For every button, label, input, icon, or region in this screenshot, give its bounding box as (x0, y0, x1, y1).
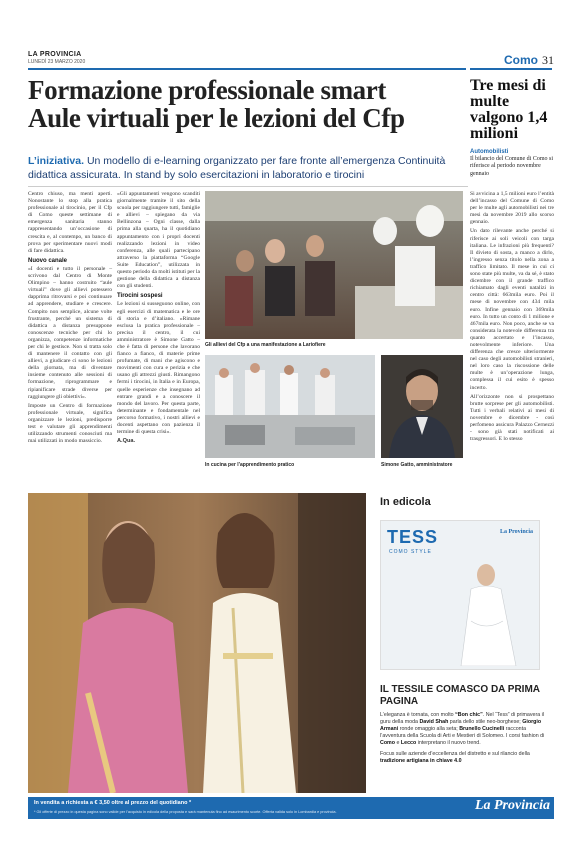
newspaper-name: LA PROVINCIA (28, 51, 82, 58)
lead-kicker: L’iniziativa. (28, 155, 85, 167)
edicola-body (380, 712, 550, 765)
text: tradizione artigiana in chiave 4.0 (380, 758, 462, 764)
text: Brunello Cucinelli (459, 726, 505, 732)
photo-portrait (381, 355, 463, 458)
page-number: 31 (542, 53, 554, 67)
top-rule (28, 68, 466, 70)
issue-date: LUNEDÌ 23 MARZO 2020 (28, 59, 86, 65)
sidebar-kicker: Automobilisti (470, 149, 509, 155)
caption-photo-1: Gli allievi del Cfp a una manifestazione a Lariofiere (205, 342, 326, 348)
text: ronde omaggio alla seta; (398, 726, 460, 732)
photo-fashion-dress (28, 493, 366, 793)
article-headline (28, 76, 468, 132)
text: Como (380, 740, 396, 746)
text: L’eleganza è tornata, con molto (380, 712, 456, 718)
paragraph: Si avvicina a 1,5 milioni euro l’entità dell’incasso del Comune di Como per le multe agli automobilisti nei tre mesi da novembre 2019 allo scorso gennaio. (470, 191, 554, 226)
lead-divider (28, 186, 468, 187)
paragraph (380, 712, 550, 747)
photo-kitchen (205, 355, 375, 458)
paragraph: Imposte un Centro di formazione professionale virtuale, significa organizzare le lezioni, predisporre test e valutare gli apprendimenti utilizzando strumenti conosciuti ma mai utilizzati in modo massiccio. (28, 402, 112, 445)
article-column-1 (28, 191, 112, 447)
paragraph (380, 751, 550, 765)
caption-photo-2: In cucina per l’apprendimento pratico (205, 462, 295, 468)
sidebar-summary (470, 149, 554, 178)
text: Focus sulle aziende d’eccellenza del distretto e sul rilancio della (380, 751, 530, 757)
paragraph: Le lezioni si susseguono online, con egli esercizi di matematica e le ore di storia e d’italiano. «Rimane esclusa la pratica professionale – precisa il centro, il cui amministratore è Simone Gatto – che è fatta di persone che lavorano fianco a fianco, di materie prime profumate, di mani che agiscono e movimenti con cura e perizia e che usano gli attrezzi giusti. Rimangono fermi i tirocini, in Italia e in Europa, quelle esperienze che insegnano ad entrare grandi e a conoscere il mondo del lavoro. Per questa parte, determinante e fondamentale nel percorso formativo, i nostri allievi e docenti aspettano con pazienza il termine di questa crisi». (117, 301, 200, 436)
paragraph: All’orizzonte non si prospettano brutte sorprese per gli automobilisti. Tutti i verbali relativi ai mesi di novembre e dicembre - così perfomeno assicura Palazzo Cernezzi - sono già stati notificati ai trasgressori. E lo stesso (470, 393, 554, 443)
newspaper-logo: La Provincia (474, 798, 550, 813)
magazine-paper: La Provincia (499, 529, 533, 535)
magazine-model-illustration (441, 561, 531, 666)
caption-photo-3: Simone Gatto, amministratore (381, 462, 453, 468)
paragraph: Un dato rilevante anche perché si riferisce ai soli veicoli con targa italiana. Le infrazioni più frequenti? Il divieto di sosta, a manco a dirlo, l’ingresso senza titolo nella zona a traffico limitato. Il mese in cui ci sono state più multe, va da sé, è stato dicembre con il grande traffico richiamato dagli eventi natalizi in centro città: 663mila euro. Poi il mese di novembre con 434 mila euro. Infine gennaio con 369mila euro. In tutto un conto di 1 milione e 467mila euro. Non poco, anche se va considerata la notevole differenza tra quanto accertato e l’incasso, notevolmente inferiore. Una differenza che cresce ulteriormente nel caso degli automobilisti stranieri, nel loro caso la riscossione delle multe è un’operazione lunga, complessa il cui esito è spesso incerto. (470, 228, 554, 391)
masthead (28, 51, 85, 65)
sidebar-headline: Tre mesi di multe valgono 1,4 milioni (470, 77, 548, 142)
text: David Shah (419, 719, 449, 725)
text: . Nel “Tess” di primavera il guru della moda (380, 712, 544, 725)
promo-text: In vendita a richiesta a € 3,50 oltre al prezzo del quotidiano * (34, 800, 192, 806)
top-rule-sidebar (470, 68, 552, 70)
promo-fine-print: * Gli offerte di prezzo in questa pagina sono valide per l’acquisto in edicola della proposta e sarà mantenuta fino ad esaurimento scorte. Offerta valida solo in Lombardia e provincia. (34, 810, 337, 814)
section-header (488, 51, 554, 69)
edicola-label: In edicola (380, 496, 431, 508)
sidebar-column (470, 191, 554, 445)
text: Giorgio Armani (380, 719, 542, 732)
text: racconta l’avventura della Scuola di Arti e Mestieri di Solomeo. I corsi fashion di (380, 726, 545, 739)
paragraph: «Gli appuntamenti vengono scanditi giornalmente tramite il sito della scuola per raggiungere tutti, famiglie e allievi – spiegano da via Bellinzona – Ogni classe, dalla prima alla quarta, ha il quotidiano appuntamento con i propri docenti realizzando lezioni in video conferenza, alle quali partecipano attraverso la piattaforma “Google Suite Education”, utilizzata in questo periodo da molti istituti per la gestione della didattica a distanza con gli studenti. (117, 191, 200, 290)
edicola-title: IL TESSILE COMASCO DA PRIMA PAGINA (380, 684, 540, 707)
magazine-cover (380, 520, 540, 670)
text: interpretano il nuovo trend. (416, 740, 481, 746)
sidebar-subtitle: Il bilancio del Comune di Como si riferisce al periodo novembre gennaio (470, 156, 553, 177)
byline: A.Qua. (117, 438, 136, 445)
headline-line-2: Aule virtuali per le lezioni del Cfp (28, 103, 405, 133)
subheading: Tirocini sospesi (117, 293, 163, 300)
paragraph: Centro chiuso, ma menti aperti. Nonostante lo stop alla pratica professionale al tirocinio, per il Cfp di Como queste settimane di emergenza sanitaria stanno rappresentando un’occasione di crescita e, al contempo, un banco di prova per sperimentare nuovi modi di fare didattica. (28, 191, 112, 254)
photo-students-fair (205, 191, 463, 339)
magazine-title: TESS (387, 527, 439, 547)
headline-line-1: Formazione professionale smart (28, 75, 386, 105)
magazine-subtitle: COMO STYLE (389, 549, 432, 555)
text: “Bon chic” (455, 712, 483, 718)
text: parla dello stile neo-borghese; (448, 719, 523, 725)
article-column-2 (117, 191, 200, 447)
subheading: Nuovo canale (28, 257, 68, 264)
article-lead (28, 154, 468, 182)
text: Lecco (400, 740, 417, 746)
paragraph: «I docenti e tutto il personale –scrivono dal Centro di Monte Olimpino – hanno costruito “aule virtuali” dove gli allievi potessero dapprima ritrovarsi e poi continuare ad apprendere, studiare e crescere. Compito non semplice, alcune volte frustrante, perché un sistema di didattica a distanza presuppone conoscenze tecniche per chi lo organizza, competenze informatiche per chi le gestisce. Non si tratta solo di mantenere il contatto con gli allievi, a giudicare ci sono le lezioni della giornata, ma di diventare insieme contenuto alle sessioni di formazione, riprogrammare e ripianificare strade diverse per raggiungere gli obiettivi». (28, 265, 112, 400)
text: e (395, 740, 401, 746)
lead-text: Un modello di e-learning organizzato per fare fronte all’emergenza Continuità didattica assicurata. In stand by solo esercitazioni in laboratorio e tirocini (28, 155, 446, 181)
section-name: Como (504, 53, 538, 67)
